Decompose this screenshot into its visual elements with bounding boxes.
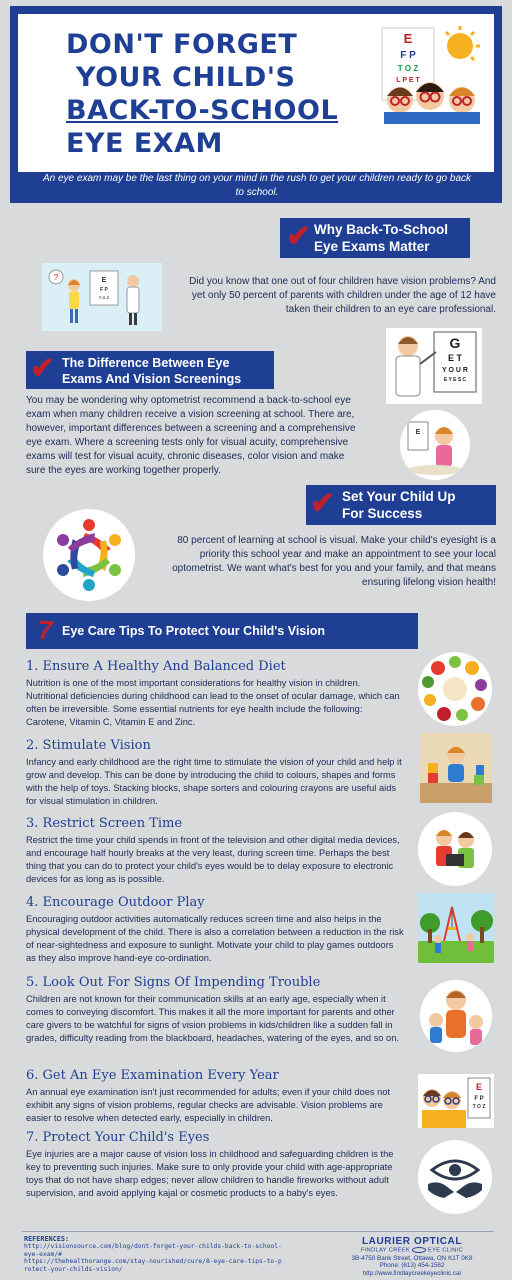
eye-logo-icon [412,1247,426,1253]
clinic-phone: Phone: (613) 454-1562 [379,1262,445,1270]
difference-heading-line-2: Exams And Vision Screenings [62,372,242,386]
sun-icon [446,26,480,60]
clinic-name: LAURIER OPTICAL [361,1236,463,1247]
why-heading-line-1: Why Back-To-School [314,222,449,237]
svg-text:?: ? [53,273,59,282]
tip-5-body: Children are not known for their communication skills at an early age, especially when it comes to conveying discomfort. This makes it all the more important for parents and other care givers to be watchful for signs of vision problems in kids/children like a sudden fall in grades, difficulty reading from the blackboard, headaches, watering of the eyes, and so on. [26,994,399,1043]
tips-number: 7 [38,615,53,645]
success-check-icon: ✔ [310,487,336,520]
difference-body: You may be wondering why optometrist recommend a back-to-school eye exam when many children receive a vision screening at school. There are, however, important differences between a screening and a comprehensive eye exam. Where a screening tests only for visual acuity, comprehensive exams will test for visual acuity, chronic diseases, color vision and make sure the eyes are working together properly. [26,395,356,476]
children-with-glasses-icon [384,82,480,124]
clinic-subname [330,1247,494,1255]
reference-link-2[interactable]: https://thehealthorange.com/stay-nourished/cure/8-eye-care-tips-to-protect-your-childs-vision/ [24,1258,282,1273]
eye-chart-kids-illustration [370,24,488,124]
diff-chart-row-4: E Y E S C [443,377,467,383]
header-banner [10,6,502,203]
chart-row-2: F P [400,50,416,61]
kids-eye-chart-illustration [418,1074,494,1128]
success-heading-line-1: Set Your Child Up [342,489,456,504]
tips-heading-label: Eye Care Tips To Protect Your Child's Vision [62,624,325,638]
references [24,1236,284,1273]
outdoor-playground-illustration [418,893,494,963]
children-screen-time-icon [418,812,492,886]
tip-6-body: An annual eye examination isn't just recommended for adults; even if your child does not exhibit any signs of vision problems, regular checks are advisable. Vision problems are easier to resolve when detected early, especially in children. [26,1087,391,1123]
chart-row-3: T O Z [397,64,419,73]
clinic-sub-left: FINDLAY CREEK [360,1247,411,1254]
clinic-logo [330,1236,494,1277]
svg-text:E: E [415,429,421,436]
tip-7-body: Eye injuries are a major cause of vision loss in childhood and safeguarding children is the key to preventing such injuries. Make sure to only provide your child with age-appropriate toys that do not have sharp edges; never allow children to handle fireworks without adult supervision, and avoid applying kajal or cosmetic products to a baby's eyes. [26,1149,394,1198]
svg-text:T O Z: T O Z [472,1104,486,1110]
clinic-address: 3B-4750 Bank Street, Ottawa, ON K1T 0K8 [351,1254,473,1262]
why-heading-line-2: Eye Exams Matter [314,239,430,254]
references-heading: REFERENCES: [24,1235,70,1243]
protected-eye-hands-icon [418,1140,492,1214]
why-check-icon: ✔ [286,220,312,253]
header-panel [18,14,494,172]
tip-2-title: 2. Stimulate Vision [26,738,151,753]
tip-4-title: 4. Encourage Outdoor Play [26,895,205,910]
success-heading-line-2: For Success [342,506,423,521]
diff-chart-row-3: Y O U R [442,367,468,374]
reference-link-1[interactable]: http://visionsource.com/blog/dont-forget-your-childs-back-to-school-eye-exam/# [24,1243,282,1258]
tip-7-title: 7. Protect Your Child's Eyes [26,1130,210,1145]
girl-eye-test-illustration [400,410,470,480]
people-circle-logo-icon [42,508,136,602]
svg-text:F P: F P [474,1096,484,1102]
doctor-child-eye-chart-illustration [42,263,162,331]
tip-1-body: Nutrition is one of the most important considerations for healthy vision in children. Nutritional deficiencies during childhood can lead to the onset of ocular damage, which can often be irreversible. Some essential nutrients for eye health include the following: Carotene, Vitamin C, Vitamin E and Zinc. [26,678,400,727]
difference-check-icon: ✔ [30,352,56,385]
tip-3-title: 3. Restrict Screen Time [26,816,183,831]
parent-with-children-icon [420,980,492,1052]
small-chart-row-1: E [101,277,107,284]
title-line-1: DON'T FORGET [66,29,298,60]
healthy-food-icon [418,652,492,726]
header-subtitle: An eye exam may be the last thing on your mind in the rush to get your children ready to go back to school. [42,173,472,198]
tip-1-title: 1. Ensure A Healthy And Balanced Diet [26,659,286,674]
tip-6-title: 6. Get An Eye Examination Every Year [26,1068,279,1083]
difference-heading-line-1: The Difference Between Eye [62,356,230,370]
optometrist-eye-chart-illustration [386,328,482,404]
svg-text:E: E [475,1082,483,1092]
tips-heading-bar [26,613,418,649]
footer-divider [22,1231,494,1232]
tip-3-body: Restrict the time your child spends in front of the television and other digital media devices, and encourage half hourly breaks at the very least, during screen time. Perhaps the best thing that you can do to protect your child's eyes would be to delay exposure to electronic devices for as long as is possible. [26,835,400,884]
diff-chart-row-2: E T [447,353,463,363]
tip-5-title: 5. Look Out For Signs Of Impending Trouble [26,975,321,990]
clinic-sub-right: EYE CLINIC [427,1247,464,1254]
small-chart-row-2: F P [100,287,108,293]
tip-4-body: Encouraging outdoor activities automatically reduces screen time and also helps in the physical development of the child. There is also a correlation between a reduction in the risk of near-sightedness and exposure to sunlight. Motivate your child to play games outdoors as they also improve hand-eye co-ordination. [26,914,404,963]
clinic-website[interactable]: http://www.findlaycreekeyeclinic.ca/ [362,1269,462,1277]
difference-heading-bar [26,351,274,389]
success-body: 80 percent of learning at school is visual. Make your child's eyesight is a priority this school year and make an appointment to see your local optometrist. We want what's best for you and your family, and that means ensuring lifelong vision health! [172,535,496,588]
small-chart-row-3: T O Z [98,295,110,300]
child-playing-blocks-illustration [420,733,492,803]
page-title [66,28,396,160]
tip-2-body: Infancy and early childhood are the right time to stimulate the vision of your child and help it grow and develop. This can be done by introducing the child to colours, shapes and forms with the help of toys. Stacking blocks, shape sorters and colouring crayons are useful aids for visual stimulation in children. [26,757,402,806]
diff-chart-row-1: G [449,335,461,351]
chart-row-1: E [403,31,413,46]
title-line-2: YOUR CHILD'S [76,62,296,93]
title-line-3: BACK-TO-SCHOOL [66,95,339,126]
title-line-4: EYE EXAM [66,128,223,159]
why-body: Did you know that one out of four children have vision problems? And yet only 50 percent of parents with children under the age of 12 have taken their children to an eye care professional. [189,276,496,315]
chart-row-4: L P E T [396,77,420,84]
